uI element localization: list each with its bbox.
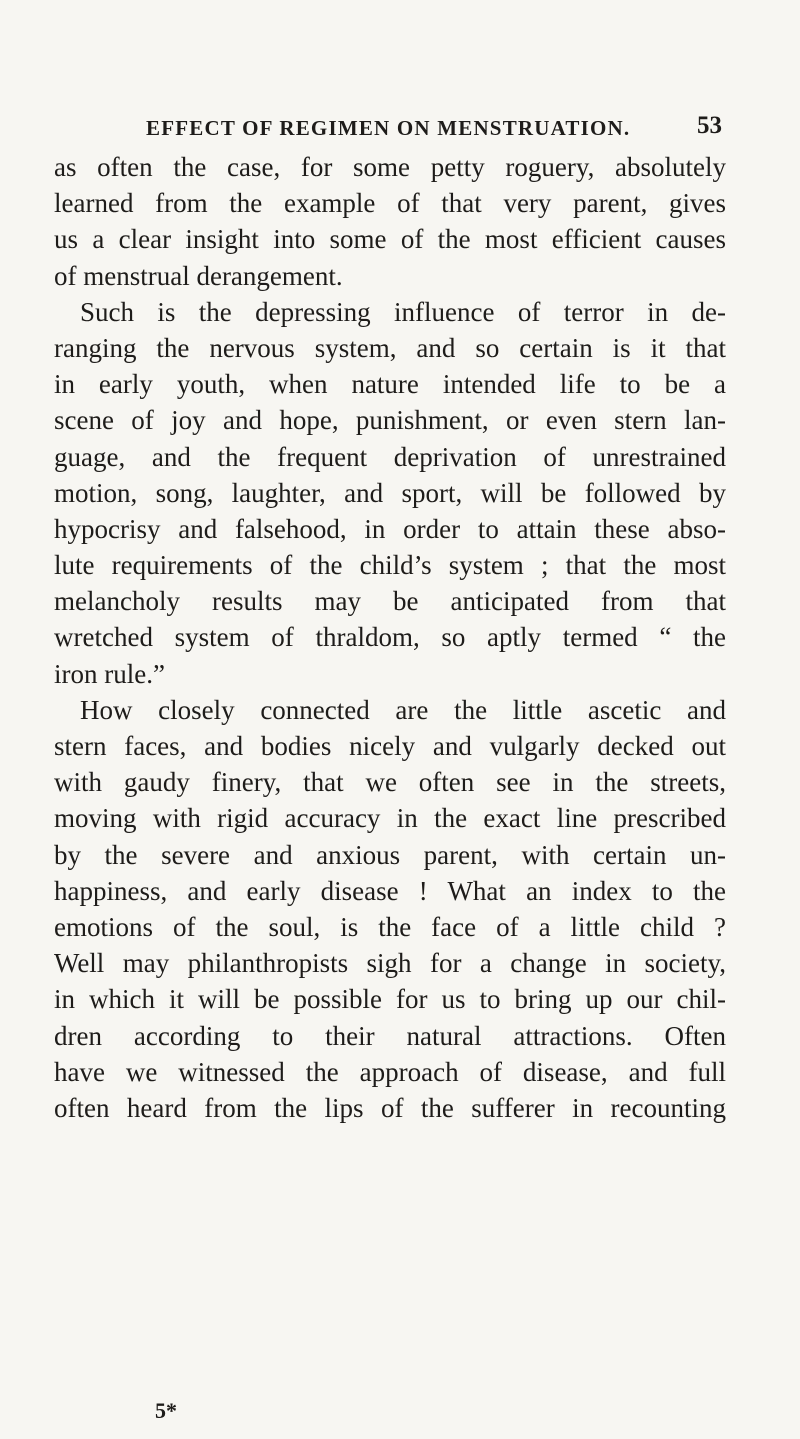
text-line: moving with rigid accuracy in the exact line prescribed	[54, 803, 726, 834]
chapter-title: EFFECT OF REGIMEN ON MENSTRUATION.	[146, 116, 631, 140]
signature-mark: 5*	[155, 1398, 177, 1423]
text-line: with gaudy finery, that we often see in the streets,	[54, 767, 726, 798]
text-line: emotions of the soul, is the face of a little child ?	[54, 911, 726, 942]
text-line: lute requirements of the child’s system ; that the most	[54, 550, 726, 581]
text-line: Well may philanthropists sigh for a change in society,	[54, 948, 726, 979]
text-line: stern faces, and bodies nicely and vulgarly decked out	[54, 731, 726, 761]
text-line: in which it will be possible for us to bring up our chil-	[54, 984, 726, 1015]
text-line: How closely connected are the little ascetic and	[80, 694, 726, 725]
text-line: often heard from the lips of the sufferer in recounting	[54, 1092, 726, 1123]
text-line: have we witnessed the approach of disease, and full	[54, 1056, 726, 1087]
text-line: scene of joy and hope, punishment, or even stern lan-	[54, 405, 726, 436]
text-line: in early youth, when nature intended life to be a	[54, 369, 726, 400]
text-line: as often the case, for some petty roguery, absolutely	[54, 152, 726, 182]
text-line: guage, and the frequent deprivation of unrestrained	[54, 441, 726, 472]
text-line: motion, song, laughter, and sport, will be followed by	[54, 477, 726, 508]
text-line: dren according to their natural attractions. Often	[54, 1020, 726, 1051]
text-line: melancholy results may be anticipated from that	[54, 586, 726, 617]
text-line: iron rule.”	[54, 658, 165, 689]
text-line: by the severe and anxious parent, with certain un-	[54, 839, 726, 870]
text-line: us a clear insight into some of the most efficient causes	[54, 224, 726, 255]
text-line: learned from the example of that very parent, gives	[54, 188, 726, 219]
text-line: of menstrual derangement.	[54, 260, 343, 291]
text-line: ranging the nervous system, and so certain is it that	[54, 332, 726, 363]
text-line: hypocrisy and falsehood, in order to attain these abso-	[54, 513, 726, 544]
text-line: wretched system of thraldom, so aptly termed “ the	[54, 622, 726, 653]
text-line: happiness, and early disease ! What an index to the	[54, 875, 726, 906]
text-line: Such is the depressing influence of terror in de-	[80, 296, 726, 327]
page-number: 53	[697, 112, 722, 139]
running-head	[146, 112, 722, 146]
body-text	[54, 149, 726, 1126]
